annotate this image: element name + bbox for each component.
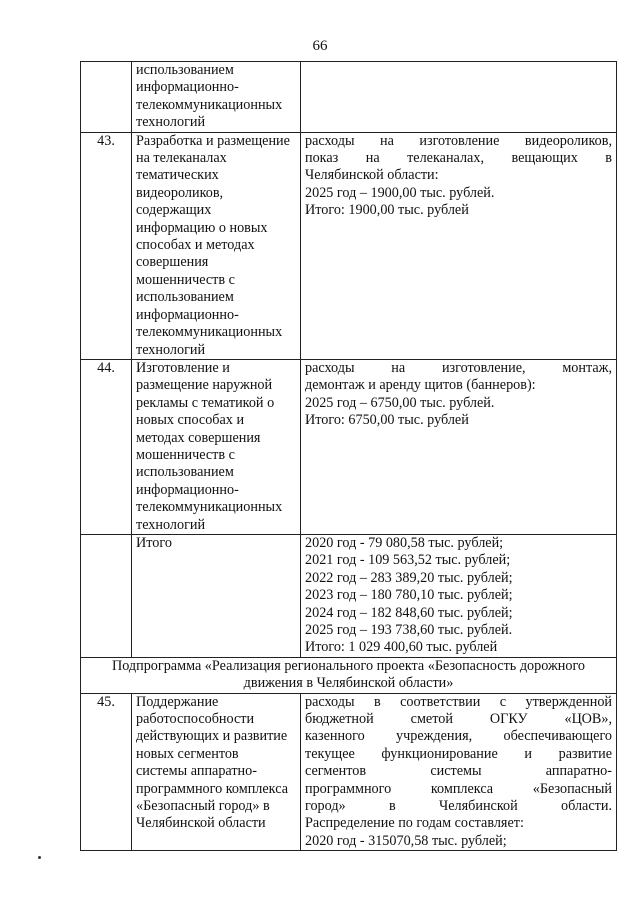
item-cost — [301, 359, 617, 534]
item-name — [132, 62, 301, 133]
item-name-line: системы аппаратно- — [136, 763, 257, 780]
item-name-line: действующих и развитие — [136, 728, 288, 745]
item-cost — [301, 132, 617, 359]
subprogram-heading-line: Подпрограмма «Реализация регионального проекта «Безопасность дорожного — [111, 657, 586, 674]
item-name-line: телекоммуникационных — [136, 499, 283, 516]
item-number: 45. — [81, 693, 132, 851]
item-name-line: информационно- — [136, 306, 239, 323]
table-row — [81, 534, 617, 657]
item-cost-line: расходы на изготовление, монтаж, — [305, 359, 612, 376]
item-name-line: мошенничеств с — [136, 446, 235, 463]
item-name — [132, 359, 301, 534]
item-cost-line: 2025 год – 1900,00 тыс. рублей. — [305, 184, 495, 201]
item-name — [132, 693, 301, 851]
item-cost-line: показ на телеканалах, вещающих в — [305, 150, 612, 167]
item-name-line: использованием — [136, 289, 234, 306]
subprogram-heading-row — [81, 657, 617, 693]
item-cost-line: Распределение по годам составляет: — [305, 815, 524, 832]
item-cost-line: бюджетной сметой ОГКУ «ЦОВ», — [305, 711, 612, 728]
item-name-line: Поддержание — [136, 693, 219, 710]
item-cost-line: расходы на изготовление видеороликов, — [305, 132, 612, 149]
item-name-line: мошенничеств с — [136, 271, 235, 288]
scan-speck — [38, 856, 41, 859]
table-row — [81, 359, 617, 534]
item-number — [81, 62, 132, 133]
page-number: 66 — [312, 38, 328, 54]
item-name-line: информационно- — [136, 481, 239, 498]
item-name-line: технологий — [136, 516, 206, 533]
item-name-line: Челябинской области — [136, 815, 266, 832]
item-cost-line: 2025 год – 6750,00 тыс. рублей. — [305, 394, 495, 411]
item-name-line: использованием — [136, 62, 234, 78]
item-name-line: Разработка и размещение — [136, 132, 290, 149]
table-row — [81, 693, 617, 851]
item-name-line: тематических — [136, 167, 219, 184]
item-number: 44. — [81, 359, 132, 534]
item-cost-line: программного комплекса «Безопасный — [305, 780, 612, 797]
item-name-line: содержащих — [136, 202, 212, 219]
subprogram-heading-line: движения в Челябинской области» — [243, 675, 454, 692]
item-name-line: размещение наружной — [136, 377, 273, 394]
item-cost-line: 2020 год - 79 080,58 тыс. рублей; — [305, 534, 504, 551]
item-name-line: Итого — [136, 534, 172, 551]
table-row — [81, 132, 617, 359]
budget-table-body — [81, 62, 617, 851]
item-cost-line: Челябинской области: — [305, 167, 439, 184]
table-row — [81, 62, 617, 133]
item-cost-line: 2023 год – 180 780,10 тыс. рублей; — [305, 587, 513, 604]
item-cost-line: Итого: 6750,00 тыс. рублей — [305, 412, 469, 429]
item-cost-line: 2025 год – 193 738,60 тыс. рублей. — [305, 622, 513, 638]
item-name-line: «Безопасный город» в — [136, 798, 270, 815]
item-name-line: технологий — [136, 114, 206, 131]
item-name-line: использованием — [136, 464, 234, 481]
item-name-line: информацию о новых — [136, 219, 268, 236]
item-name-line: методах совершения — [136, 429, 261, 446]
item-cost-line: демонтаж и аренду щитов (баннеров): — [305, 377, 536, 394]
item-name-line: рекламы с тематикой о — [136, 394, 275, 411]
item-cost-line: текущее функционирование и развитие — [305, 745, 612, 762]
item-cost — [301, 534, 617, 657]
item-cost-line: Итого: 1900,00 тыс. рублей — [305, 202, 469, 219]
item-name-line: технологий — [136, 341, 206, 358]
item-number: 43. — [81, 132, 132, 359]
item-name-line: на телеканалах — [136, 150, 227, 167]
item-name-line: программного комплекса — [136, 780, 288, 797]
item-cost-line: 2022 год – 283 389,20 тыс. рублей; — [305, 569, 513, 586]
item-name-line: новых способах и — [136, 412, 245, 429]
item-cost-line: 2021 год - 109 563,52 тыс. рублей; — [305, 552, 511, 569]
item-cost-line: город» в Челябинской области. — [305, 798, 612, 815]
item-name-line: информационно- — [136, 79, 239, 96]
item-name-line: способах и методах — [136, 237, 255, 254]
item-cost-line: казенного учреждения, обеспечивающего — [305, 728, 612, 745]
budget-table — [80, 61, 617, 851]
item-cost — [301, 693, 617, 851]
item-cost-line: расходы в соответствии с утвержденной — [305, 693, 612, 710]
item-name — [132, 132, 301, 359]
item-name-line: Изготовление и — [136, 359, 230, 376]
item-name-line: видеороликов, — [136, 184, 224, 201]
item-name-line: телекоммуникационных — [136, 324, 283, 341]
item-cost-line: сегментов системы аппаратно- — [305, 763, 612, 780]
item-number — [81, 534, 132, 657]
item-name-line: совершения — [136, 254, 209, 271]
item-name — [132, 534, 301, 657]
item-name-line: новых сегментов — [136, 745, 239, 762]
item-cost-line: 2020 год - 315070,58 тыс. рублей; — [305, 832, 507, 849]
item-cost-line: Итого: 1 029 400,60 тыс. рублей — [305, 639, 498, 656]
item-cost — [301, 62, 617, 133]
item-name-line: телекоммуникационных — [136, 96, 283, 113]
item-name-line: работоспособности — [136, 711, 255, 728]
subprogram-heading — [81, 657, 617, 693]
item-cost-line: 2024 год – 182 848,60 тыс. рублей; — [305, 604, 513, 621]
